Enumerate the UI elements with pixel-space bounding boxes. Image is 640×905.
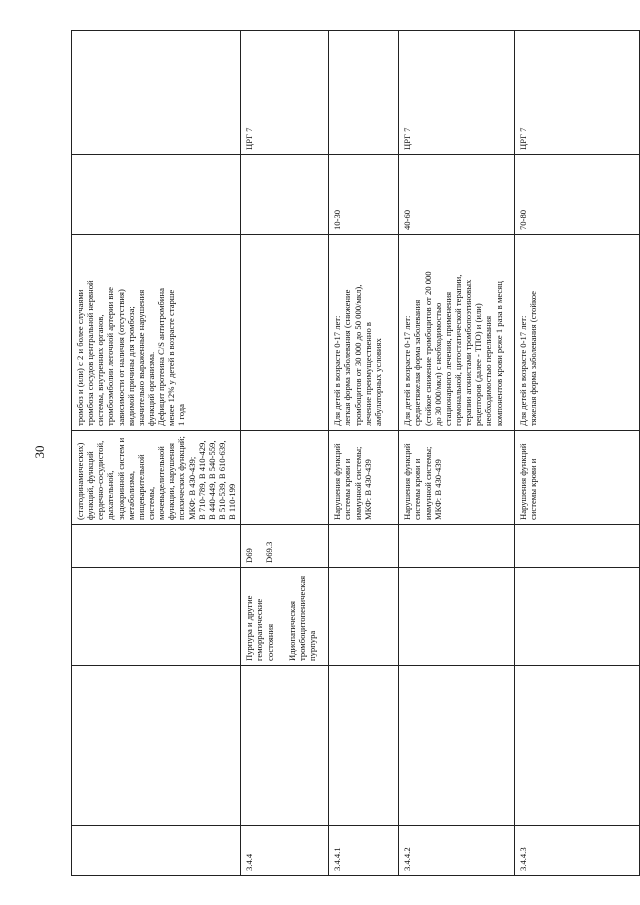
cell-text-line: иммунной системы;	[422, 446, 433, 520]
cell-text-line: тромбоз и (или) с 2 и более случаями	[75, 289, 85, 426]
functions-cell	[241, 431, 329, 525]
cell-text-line: D69	[244, 548, 255, 563]
cell-text-line: В 110-199	[227, 483, 238, 520]
cell-text-line: стационарного лечения, применения	[442, 291, 453, 426]
cell-text-line: тромбоэмболии легочной артерии вне	[105, 287, 116, 426]
cell-text-line: (стойкое снижение тромбоцитов от 20 000	[422, 271, 433, 426]
cell-text-line: геморрагические	[254, 598, 265, 661]
percent-cell	[241, 155, 329, 235]
cell-text-line: системы крови и	[412, 458, 423, 520]
functions-cell	[72, 431, 241, 525]
cell-text-line: системы крови и	[342, 458, 353, 520]
cell-text-line: В 510-539, В 610-639,	[216, 440, 227, 520]
cell-text-line: функций, функций	[85, 451, 96, 520]
cell-text-line: Нарушения функций	[518, 443, 529, 520]
row-number-cell	[72, 826, 241, 876]
cell-text-line: легкая форма заболевания (снижение	[342, 289, 353, 426]
table-row	[72, 31, 241, 876]
criteria-cell: ЦРГ 7	[515, 31, 640, 155]
description-cell	[515, 235, 640, 431]
functions-cell	[329, 431, 399, 525]
criteria-cell: ЦРГ 7	[399, 31, 515, 155]
icd-code-cell	[515, 525, 640, 568]
icd-code-cell	[399, 525, 515, 568]
cell-text-line: Для детей в возрасте 0-17 лет:	[332, 315, 343, 426]
description-cell	[241, 235, 329, 431]
cell-text-line: эндокринной систем и	[115, 437, 126, 520]
functions-cell	[515, 431, 640, 525]
cell-text-line: значительно выраженные нарушения	[135, 289, 146, 426]
icd-code-cell	[241, 525, 329, 568]
row-number-cell: 3.4.4.3	[515, 826, 640, 876]
empty-cell	[241, 666, 329, 826]
row-number-cell: 3.4.4.2	[399, 826, 515, 876]
empty-cell	[515, 666, 640, 826]
cell-text-line: функций организма.	[145, 351, 156, 426]
percent-cell: 10-30	[329, 155, 399, 235]
cell-text-line: Для детей в возрасте 0-17 лет:	[402, 315, 413, 426]
row-number-cell: 3.4.4.1	[329, 826, 399, 876]
cell-text-line: Нарушения функций	[332, 443, 343, 520]
cell-text-line: 1 года	[176, 404, 187, 426]
cell-text-line: терапии агонистами тромбопоэтиновых	[463, 279, 474, 426]
cell-text-line: амбулаторных условиях	[372, 338, 383, 426]
cell-text-line: зависимости от наличия (отсутствия)	[115, 289, 126, 426]
cell-text-line: рецепторов (далее - ТПО) и (или)	[473, 303, 484, 426]
cell-text-line: психических функций;	[176, 436, 187, 520]
empty-cell	[329, 666, 399, 826]
cell-text-line: Дефицит протеина C/S антитромбина	[156, 288, 167, 426]
criteria-cell	[329, 31, 399, 155]
cell-text-line: Для детей в возрасте 0-17 лет:	[518, 315, 529, 426]
cell-text-line: системы крови и	[528, 458, 539, 520]
disease-name-cell	[515, 568, 640, 666]
description-cell	[329, 235, 399, 431]
table-row	[241, 31, 329, 876]
icd-code-cell	[72, 525, 241, 568]
criteria-cell: ЦРГ 7	[241, 31, 329, 155]
cell-text-line: Пурпура и другие	[244, 595, 255, 661]
cell-text-line: системы, внутренних органов,	[95, 314, 106, 426]
cell-text-line: иммунной системы;	[352, 446, 363, 520]
cell-text-line: менее 12% у детей в возрасте старше	[166, 289, 177, 426]
cell-text-line: пищеварительной	[135, 454, 146, 520]
percent-cell: 40-60	[399, 155, 515, 235]
cell-text-line: видимой причины для тромбоза;	[125, 306, 136, 426]
criteria-cell	[72, 31, 241, 155]
empty-cell	[72, 666, 241, 826]
percent-cell: 70-80	[515, 155, 640, 235]
percent-cell	[72, 155, 241, 235]
cell-text-line: тромбоцитов от 30 000 до 50 000/мкл),	[352, 284, 363, 426]
disability-criteria-table	[71, 30, 640, 876]
disease-name-cell	[72, 568, 241, 666]
cell-text-line: пурпура	[306, 630, 317, 661]
functions-cell	[399, 431, 515, 525]
cell-text-line: системы,	[145, 486, 156, 520]
cell-text-line: мочевыделительной	[156, 446, 167, 520]
cell-text-line: до 30 000/мкл) с необходимостью	[432, 302, 443, 426]
table-row	[515, 31, 640, 876]
disease-name-cell	[399, 568, 515, 666]
icd-code-cell	[329, 525, 399, 568]
description-cell	[72, 235, 241, 431]
cell-text-line: сердечно-сосудистой,	[95, 440, 106, 520]
cell-text-line: МКФ: В 430-439	[362, 459, 373, 520]
cell-text-line: МКФ: В 430-439	[432, 459, 443, 520]
cell-text-line: D69.3	[264, 541, 275, 563]
cell-text-line: (статодинамических)	[75, 442, 85, 520]
disease-name-cell	[241, 568, 329, 666]
description-cell	[399, 235, 515, 431]
cell-text-line: функции, нарушения	[166, 443, 177, 520]
cell-text-line: необходимостью переливания	[483, 315, 494, 426]
cell-text-line: компонентов крови реже 1 раза в месяц	[493, 281, 504, 426]
cell-text-line: тяжелая форма заболевания (стойкое	[528, 291, 539, 426]
empty-cell	[399, 666, 515, 826]
cell-text-line: среднетяжелая форма заболевания	[412, 299, 423, 426]
cell-text-line: МКФ: В 430-439;	[186, 456, 197, 520]
cell-text-line: тромбоза сосудов центральной нервной	[85, 280, 96, 426]
disease-name-cell	[329, 568, 399, 666]
cell-text-line: Идиопатическая	[286, 601, 297, 661]
table-row	[399, 31, 515, 876]
cell-text-line: метаболизма,	[125, 471, 136, 520]
cell-text-line: дыхательной,	[105, 470, 116, 520]
cell-text-line: лечение преимущественно в	[362, 322, 373, 426]
cell-text-line: состояния	[264, 623, 275, 661]
cell-text-line: В 710-789, В 410-429,	[196, 440, 207, 520]
row-number-cell: 3.4.4	[241, 826, 329, 876]
page-number: 30	[32, 445, 47, 459]
cell-text-line: тромбоцитопеническая	[296, 575, 307, 661]
cell-text-line: Нарушения функций	[402, 443, 413, 520]
cell-text-line: В 440-449, В 540-559,	[206, 440, 217, 520]
table-row	[329, 31, 399, 876]
cell-text-line: гормональной, цитостатической терапии,	[452, 274, 463, 426]
rotated-table-container	[71, 31, 558, 876]
